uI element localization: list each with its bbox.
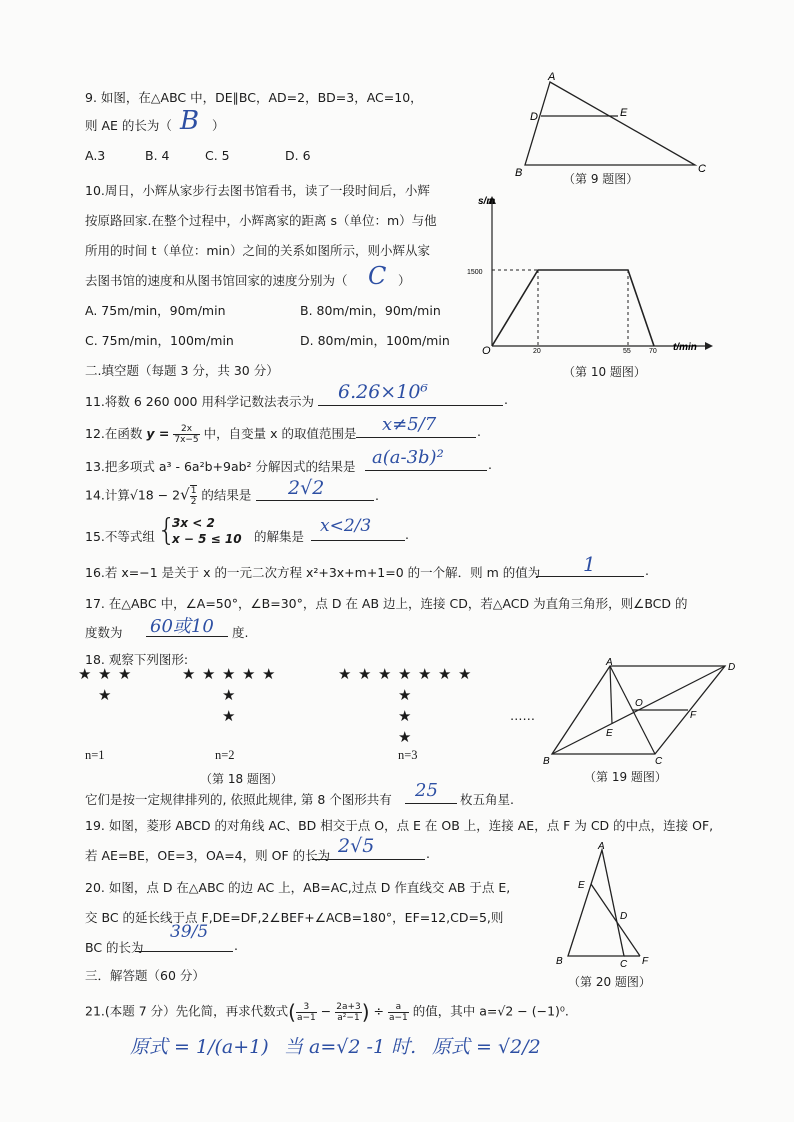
star-icon: ★ [458,665,472,683]
q12-fraction [173,424,199,445]
q10-graph-xtick-55: 55 [623,348,631,355]
q10-line4: 去图书馆的速度和从图书馆回家的速度分别为（ [85,273,348,288]
q21-row: 21.(本题 7 分）先化简，再求代数式( $\frac{3}{a-1}$ − $\frac{2a+3}{\text{a²−1}}$ ) ÷ $\frac{a}{a-1}$ 的值，其中 a=√2 − (−1)⁰. [85,1000,569,1024]
q20-answer: 39/5 [170,922,209,942]
q20-line3: BC 的长为 [85,940,144,955]
q21-fraction-3-den: a−1 [389,1012,408,1023]
q15-blank [311,540,405,541]
q18-n2-label: n=2 [215,748,235,762]
q21-fraction-3-num: a [388,1002,409,1013]
q9-option-d: D. 6 [285,148,311,163]
q10-graph-ytick: 1500 [467,269,483,276]
q19-label-e: E [606,728,613,739]
star-icon: ★ [78,665,92,683]
q20-line2: 交 BC 的延长线于点 F,DE=DF,2∠BEF+∠ACB=180°，EF=12,CD=5,则 [85,910,504,925]
q20-triangle-figure [550,840,670,970]
q21-fraction-2 [335,1002,362,1023]
q9-label-e: E [620,107,628,119]
q19-label-d: D [728,662,736,673]
q21-fraction-2-num: 2a+3 [336,1001,361,1012]
q21-minus: − [320,1003,332,1019]
star-icon: ★ [222,707,236,725]
q21-post: 的值，其中 a=√2 − (−1)⁰. [412,1003,569,1019]
q18-title: 18. 观察下列图形: [85,652,189,667]
q16-blank [536,576,644,577]
q17-line2-post: 度. [232,625,249,640]
q10-option-d: D. 80m/min，100m/min [300,333,450,348]
q14-blank [256,500,374,501]
q20-label-c: C [620,959,628,970]
q12-fraction-den: 7x−5 [174,435,199,445]
q10-option-a: A. 75m/min，90m/min [85,303,226,318]
q19-label-a: A [606,657,613,668]
star-icon: ★ [222,686,236,704]
q21-fraction-2-den: a²−1 [337,1012,360,1023]
q11-answer: 6.26×10⁶ [338,381,429,403]
q18-conclusion-pre: 它们是按一定规律排列的, 依照此规律, 第 8 个图形共有 [85,792,392,807]
q12-y: y = [146,426,170,441]
q10-answer: C [368,262,387,290]
q9-answer: B [180,106,200,136]
q15-pre: 15.不等式组 [85,529,155,544]
q18-blank [405,803,457,804]
star-icon: ★ [398,707,412,725]
q13-end: . [488,457,492,472]
q12-row [85,424,357,445]
q9-label-a: A [548,71,556,83]
q14-fraction-den: 2 [190,497,197,507]
q18-n1-label: n=1 [85,748,105,762]
q19-label-b: B [543,756,550,767]
q15-post: 的解集是 [254,529,305,544]
q10-option-b: B. 80m/min，90m/min [300,303,441,318]
q11-blank [318,405,503,406]
q10-graph-xtick-70: 70 [649,348,657,355]
q14-answer: 2√2 [288,477,325,499]
q15-ineq2: x − 5 ≤ 10 [172,532,242,546]
q12-fraction-num: 2x [173,424,199,435]
q12-post: 中，自变量 x 的取值范围是 [203,426,357,441]
star-icon: ★ [118,665,132,683]
q10-option-c: C. 75m/min，100m/min [85,333,234,348]
q18-answer: 25 [415,780,438,801]
q9-figure-caption: （第 9 题图） [563,172,639,186]
q20-label-b: B [556,956,563,967]
q10-line4-close: ） [398,273,411,288]
q12-end: . [477,424,481,439]
q20-end: . [234,938,238,953]
q19-line2: 若 AE=BE，OE=3，OA=4，则 OF 的长为 [85,848,331,863]
q19-label-o: O [635,698,643,709]
star-icon: ★ [98,665,112,683]
q19-figure-caption: （第 19 题图） [584,770,667,784]
q12-answer: x≠5/7 [382,414,437,435]
q15-ineq1: 3x < 2 [172,516,215,530]
q12-pre: 12.在函数 [85,426,143,441]
q9-triangle-figure [510,70,720,180]
q19-label-c: C [655,756,663,767]
q9-label-d: D [530,111,538,123]
q19-rhombus-figure [540,656,740,768]
q15-end: . [405,527,409,542]
star-icon: ★ [398,665,412,683]
q14-end: . [375,488,379,503]
q9-label-b: B [515,167,523,179]
q14-post: 的结果是 [201,487,252,503]
q13-blank [365,470,487,471]
q14-pre: 14.计算√18 − 2 [85,487,181,503]
star-icon: ★ [398,728,412,746]
q9-option-b: B. 4 [145,148,170,163]
q21-divide: ÷ [373,1003,385,1019]
q20-line1: 20. 如图，点 D 在△ABC 的边 AC 上，AB=AC,过点 D 作直线交 AB 于点 E, [85,880,511,895]
q9-option-a: A.3 [85,148,106,163]
q20-label-d: D [620,911,628,922]
q10-line1: 10.周日，小辉从家步行去图书馆看书，读了一段时间后，小辉 [85,183,430,198]
q10-figure-caption: （第 10 题图） [563,365,646,379]
q14-fraction-num: 1 [190,486,197,496]
q12-blank [356,437,476,438]
q19-end: . [426,846,430,861]
star-icon: ★ [438,665,452,683]
q21-work-2: 当 a=√2 -1 时. [284,1036,417,1058]
q13-text: 13.把多项式 a³ - 6a²b+9ab² 分解因式的结果是 [85,459,356,474]
q18-conclusion-post: 枚五角星. [460,792,514,807]
star-icon: ★ [182,665,196,683]
q10-graph-xlabel: t/min [673,342,697,353]
q19-label-f: F [690,710,697,721]
q16-end: . [645,563,649,578]
q18-n3-label: n=3 [398,748,418,762]
q14-row: 14.计算√18 − 2√ $\frac{1}{2}$ 的结果是 [85,485,252,507]
q15-brace: { [157,513,177,548]
q20-blank [135,951,233,952]
q9-stem-close: ） [212,118,225,133]
q9-stem-line2: 则 AE 的长为（ [85,118,172,133]
q19-answer: 2√5 [338,835,375,857]
q18-dots: …… [510,708,535,723]
q17-line2-pre: 度数为 [85,625,123,640]
q11-end: . [504,392,508,407]
star-icon: ★ [98,686,112,704]
q19-line1: 19. 如图，菱形 ABCD 的对角线 AC、BD 相交于点 O，点 E 在 OB 上，连接 AE，点 F 为 CD 的中点，连接 OF, [85,818,714,833]
q13-answer: a(a-3b)² [372,447,444,468]
q21-work-3: 原式 = √2/2 [432,1036,541,1058]
star-icon: ★ [222,665,236,683]
q21-fraction-1 [296,1002,317,1023]
q10-graph-ylabel: s/m [478,196,496,207]
q20-label-a: A [598,841,605,852]
q21-fraction-1-num: 3 [296,1002,317,1013]
q21-fraction-1-den: a−1 [296,1012,316,1023]
q18-figure-caption: （第 18 题图） [200,772,283,786]
q20-label-e: E [578,880,585,891]
q15-answer: x<2/3 [320,516,372,536]
q10-line3: 所用的时间 t（单位：min）之间的关系如图所示，则小辉从家 [85,243,430,258]
q9-option-c: C. 5 [205,148,230,163]
q9-label-c: C [698,163,706,175]
q17-answer: 60或10 [150,616,214,637]
star-icon: ★ [202,665,216,683]
star-icon: ★ [378,665,392,683]
q21-pre: 21.(本题 7 分）先化简，再求代数式 [85,1003,289,1019]
q21-fraction-3 [388,1002,409,1023]
star-icon: ★ [418,665,432,683]
q16-text: 16.若 x=−1 是关于 x 的一元二次方程 x²+3x+m+1=0 的一个解．则 m 的值为 [85,565,541,580]
q11-text: 11.将数 6 260 000 用科学记数法表示为 [85,394,314,409]
q16-answer: 1 [583,552,596,576]
q10-line2: 按原路回家.在整个过程中，小辉离家的距离 s（单位：m）与他 [85,213,437,228]
q19-blank [312,859,425,860]
q20-label-f: F [642,956,649,967]
star-icon: ★ [358,665,372,683]
star-icon: ★ [262,665,276,683]
q10-distance-time-graph [467,190,730,365]
q9-stem-line1: 9. 如图，在△ABC 中，DE∥BC，AD=2，BD=3，AC=10， [85,90,423,105]
q21-work-1: 原式 = 1/(a+1) [130,1036,269,1058]
q10-graph-origin: O [482,345,491,357]
q20-figure-caption: （第 20 题图） [568,975,651,989]
star-icon: ★ [242,665,256,683]
star-icon: ★ [398,686,412,704]
section3-title: 三．解答题（60 分） [85,968,205,983]
star-icon: ★ [338,665,352,683]
q14-fraction [190,485,198,507]
q17-line1: 17. 在△ABC 中，∠A=50°，∠B=30°，点 D 在 AB 边上，连接 CD，若△ACD 为直角三角形，则∠BCD 的 [85,596,688,611]
section2-title: 二.填空题（每题 3 分，共 30 分） [85,363,279,378]
q10-graph-xtick-20: 20 [533,348,541,355]
